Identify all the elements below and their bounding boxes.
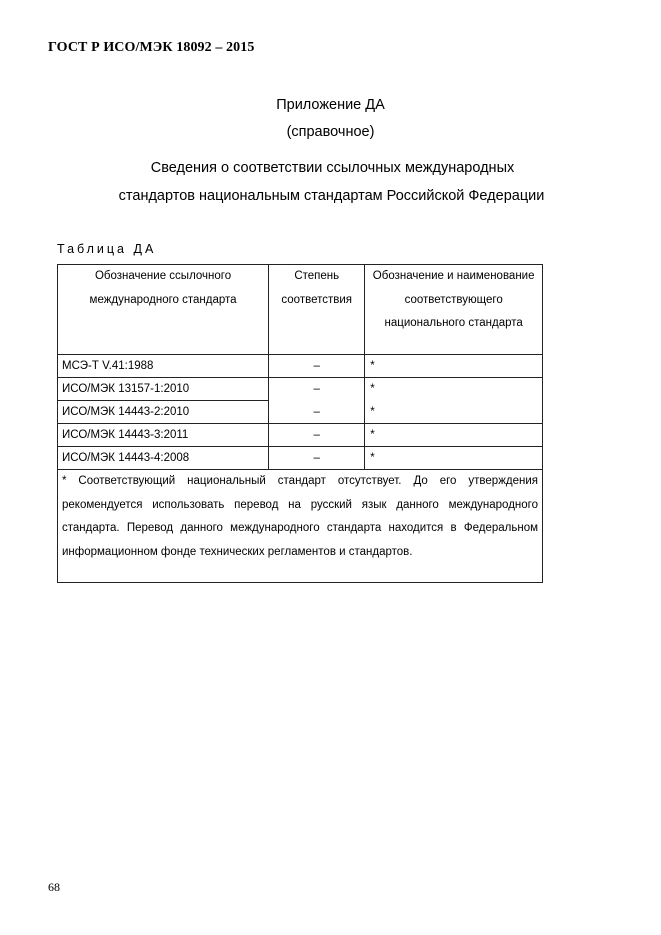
table-footnote: * Соответствующий национальный стандарт отсутствует. До его утверждения рекомендуется использовать перевод на русский язык данного международного стандарта. Перевод данного международного стандарта находится в Федеральном информационном фонде технических регламентов и стандартов. <box>58 470 543 583</box>
table-row <box>58 424 543 447</box>
cell-degree: – <box>269 424 365 447</box>
reference-standards-table <box>57 264 543 583</box>
column-header-national: Обозначение и наименование соответствующего национального стандарта <box>365 265 543 355</box>
cell-national: * <box>370 406 375 418</box>
page-number: 68 <box>48 880 60 894</box>
column-header-standard: Обозначение ссылочного международного стандарта <box>58 265 269 355</box>
cell-standard: МСЭ-Т V.41:1988 <box>58 355 269 378</box>
standard-header: ГОСТ Р ИСО/МЭК 18092 – 2015 <box>48 40 255 55</box>
cell-standard: ИСО/МЭК 14443-3:2011 <box>58 424 269 447</box>
table-row <box>58 447 543 470</box>
cell-national: * <box>365 424 543 447</box>
cell-degree: – <box>313 383 320 395</box>
annex-heading-line-1: Сведения о соответствии ссылочных международных <box>150 160 515 176</box>
cell-national-merged <box>365 378 543 424</box>
cell-national: * <box>370 383 375 395</box>
cell-standard: ИСО/МЭК 14443-2:2010 <box>58 401 269 424</box>
cell-standard: ИСО/МЭК 14443-4:2008 <box>58 447 269 470</box>
cell-degree: – <box>269 355 365 378</box>
table-row <box>58 355 543 378</box>
table-footnote-row <box>58 470 543 583</box>
cell-national: * <box>365 355 543 378</box>
cell-degree: – <box>269 447 365 470</box>
annex-title: Приложение ДА <box>276 97 385 113</box>
table-header-row <box>58 265 543 355</box>
annex-subtitle: (справочное) <box>286 124 375 140</box>
table-caption: Таблица ДА <box>57 242 157 256</box>
annex-heading-line-2: стандартов национальным стандартам Российской Федерации <box>118 188 545 204</box>
column-header-degree: Степень соответствия <box>269 265 365 355</box>
cell-standard: ИСО/МЭК 13157-1:2010 <box>58 378 269 401</box>
cell-degree-merged <box>269 378 365 424</box>
cell-degree: – <box>313 406 320 418</box>
table-row <box>58 378 543 401</box>
cell-national: * <box>365 447 543 470</box>
